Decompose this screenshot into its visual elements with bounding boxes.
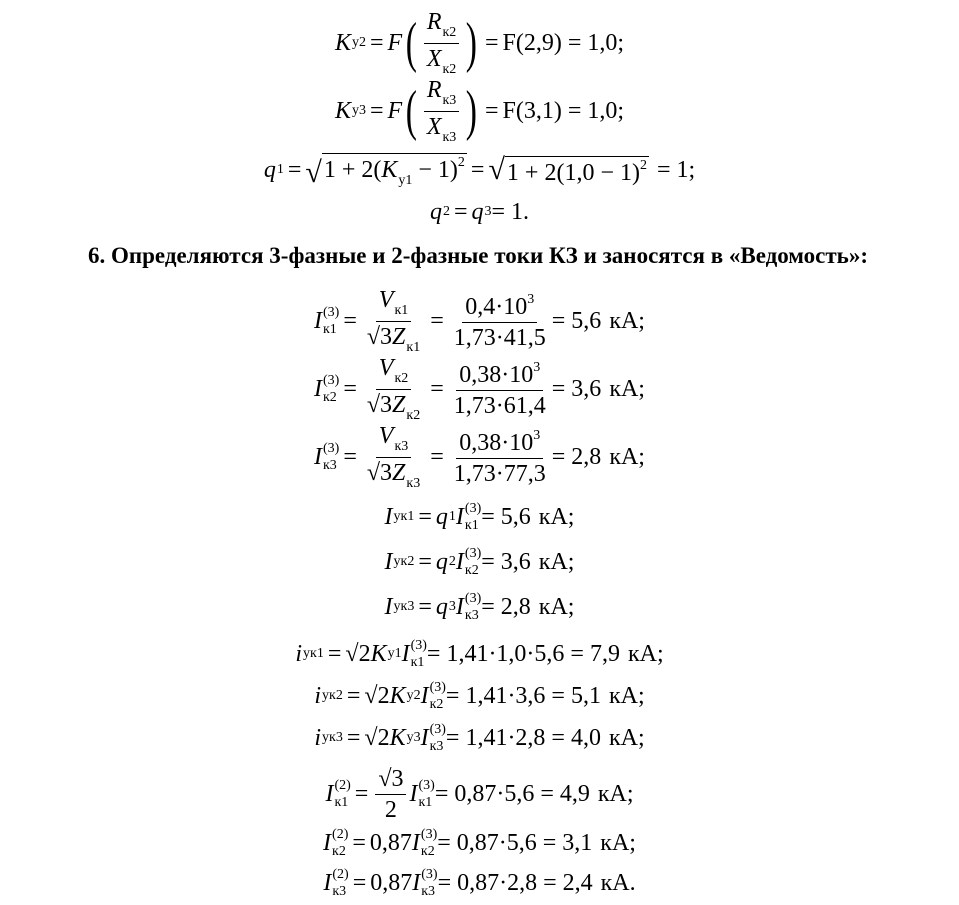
subscript: к3	[394, 438, 409, 454]
subscript: к1	[464, 517, 479, 533]
result: = 5,6	[481, 504, 531, 530]
result: = 0,87·2,8 = 2,4	[437, 870, 593, 896]
equation-ky2: K у2 = F ( $\frac{R_{к2}}{X_{к2}}$ ) = F(2,9) = 1,0;	[334, 8, 625, 77]
subscript: к3	[323, 457, 337, 473]
fraction	[451, 429, 549, 486]
subscript: к2	[442, 24, 457, 40]
equation-ik2-3: I (3) к2 = $\frac{V_{к2}}{√3Z_{к2}}$ = $\frac{0,38\cdot 10^3}{1,73\cdot 61,4}$ = 3,6 кА;	[314, 354, 645, 423]
superscript: (2)	[332, 826, 349, 842]
subscript: к1	[394, 302, 409, 318]
subscript: 3	[484, 204, 492, 219]
subscript: к1	[418, 794, 433, 810]
symbol: q	[429, 199, 442, 225]
equation-iyk2: I ук2 = q 2 I (3) к2 = 3,6 кА;	[384, 545, 575, 578]
unit: кА;	[609, 308, 645, 334]
equation-q23: q 2 = q 3 = 1.	[429, 199, 530, 225]
subscript: к3	[406, 475, 421, 491]
subscript: 1	[448, 509, 456, 524]
subscript: у3	[406, 730, 421, 745]
subscript: 2	[448, 554, 456, 569]
sqrt: √ $1 + 2(1,0 - 1)^2$	[488, 153, 647, 186]
numerator: 0,4·10	[465, 293, 528, 320]
denominator: 2	[384, 796, 397, 823]
subscript: к3	[442, 129, 457, 145]
equation-ik1-2: I (2) к1 = $\frac{√3}{2}$ I (3) к1 = 0,87·5,6 = 4,9 кА;	[325, 765, 634, 823]
subscript: к2	[420, 843, 435, 859]
denominator: 1,73·77,3	[453, 460, 546, 487]
result: = 1;	[656, 157, 696, 183]
superscript: (2)	[334, 777, 351, 793]
result: F(3,1) = 1,0;	[502, 98, 625, 124]
subscript: у1	[398, 172, 413, 188]
sqrt: √ $1 + 2(K_{у1} - 1)^2$	[305, 154, 465, 189]
subscript: к3	[421, 883, 436, 899]
denominator: 1,73·61,4	[453, 392, 546, 419]
superscript: (3)	[429, 679, 446, 695]
subscript: к3	[332, 883, 347, 899]
fraction: $\frac{V_{к3}}{√3Z_{к3}}$	[366, 422, 421, 491]
equation-ik2-2: I (2) к2 = 0,87 I (3) к2 = 0,87·5,6 = 3,1 кА;	[323, 826, 636, 859]
subscript: у2	[351, 35, 366, 50]
unit: кА;	[538, 504, 575, 530]
subscript: к1	[406, 339, 421, 355]
subscript: ук1	[393, 509, 415, 524]
subscript: 1	[276, 162, 284, 177]
subscript: к3	[442, 92, 457, 108]
subscript: к3	[464, 607, 479, 623]
result: = 1.	[491, 199, 530, 225]
subscript: к2	[406, 407, 421, 423]
equation-q1: q 1 = √ $1 + 2(K_{у1} - 1)^2$ = √ $1 + 2(1,0 - 1)^2$ = 1;	[263, 153, 696, 189]
denominator: 1,73·41,5	[453, 324, 546, 351]
coefficient: 0,87	[369, 830, 412, 856]
subscript: 3	[448, 599, 456, 614]
subscript: к1	[323, 321, 337, 337]
unit: кА.	[600, 870, 636, 896]
superscript: 3	[533, 359, 541, 375]
subscript: к3	[429, 738, 444, 754]
superscript: (3)	[410, 637, 427, 653]
result: = 3,6	[481, 549, 531, 575]
subscript: 2	[442, 204, 450, 219]
superscript: (3)	[464, 500, 482, 516]
numerator: 3	[391, 765, 404, 792]
coefficient: 0,87	[370, 870, 413, 896]
subscript: к2	[442, 61, 457, 77]
section-heading: 6. Определяются 3-фазные и 2-фазные токи КЗ и заносятся в «Ведомость»:	[88, 243, 869, 268]
superscript: 2	[457, 154, 465, 170]
subscript: ук1	[303, 646, 324, 661]
superscript: (3)	[421, 866, 438, 882]
fraction: $\frac{√3}{2}$	[375, 767, 406, 822]
superscript: 2	[639, 158, 647, 173]
numerator: 0,38·10	[459, 361, 534, 388]
subscript: к2	[394, 370, 409, 386]
superscript: (3)	[418, 777, 435, 793]
result: = 2,8	[481, 594, 531, 620]
subscript: ук3	[393, 599, 415, 614]
superscript: (2)	[332, 866, 349, 882]
superscript: 3	[527, 291, 535, 307]
unit: кА;	[609, 444, 645, 470]
result: = 1,41·1,0·5,6 = 7,9	[426, 641, 620, 667]
fraction: $\frac{V_{к2}}{√3Z_{к2}}$	[366, 354, 421, 423]
subscript: у2	[406, 688, 421, 703]
superscript: 3	[533, 427, 541, 443]
fraction: $\frac{V_{к1}}{√3Z_{к1}}$	[366, 286, 421, 355]
superscript: (3)	[464, 590, 482, 606]
superscript: (3)	[323, 372, 340, 388]
unit: кА;	[609, 376, 645, 402]
subscript: к2	[429, 696, 444, 712]
subscript: у1	[387, 646, 402, 661]
fraction	[451, 293, 549, 350]
unit: кА;	[627, 641, 664, 667]
subscript: к2	[323, 389, 337, 405]
result: = 0,87·5,6 = 3,1	[437, 830, 593, 856]
result: = 0,87·5,6 = 4,9	[434, 781, 590, 807]
superscript: (3)	[323, 440, 340, 456]
unit: кА;	[597, 781, 634, 807]
fraction: $\frac{R_{к3}}{X_{к3}}$	[424, 78, 459, 145]
subscript: ук3	[322, 730, 343, 745]
radicand: 1 + 2(1,0 − 1)	[506, 160, 640, 186]
unit: кА;	[608, 683, 645, 709]
fraction: $\frac{R_{к2}}{X_{к2}}$	[424, 10, 459, 77]
result: = 1,41·3,6 = 5,1	[445, 683, 601, 709]
equation-ky3: K у3 = F ( $\frac{R_{к3}}{X_{к3}}$ ) = F(3,1) = 1,0;	[334, 76, 625, 145]
subscript: к1	[334, 794, 349, 810]
result: = 1,41·2,8 = 4,0	[445, 725, 601, 751]
equation-iy1: i ук1 = √2 K у1 I (3) к1 = 1,41·1,0·5,6 = 7,9 кА;	[295, 637, 664, 670]
superscript: (3)	[429, 721, 446, 737]
equation-iyk1: I ук1 = q 1 I (3) к1 = 5,6 кА;	[384, 500, 575, 533]
subscript: ук2	[322, 688, 343, 703]
subscript: к1	[410, 654, 425, 670]
equation-ik3-2: I (2) к3 = 0,87 I (3) к3 = 0,87·2,8 = 2,4 кА.	[323, 866, 636, 899]
subscript: у3	[351, 103, 366, 118]
fraction	[451, 361, 549, 418]
superscript: (3)	[420, 826, 438, 842]
subscript: к2	[464, 562, 479, 578]
unit: кА;	[600, 830, 636, 856]
subscript: ук2	[393, 554, 415, 569]
result: = 3,6	[551, 376, 602, 402]
superscript: (3)	[323, 304, 340, 320]
unit: кА;	[538, 594, 575, 620]
unit: кА;	[608, 725, 645, 751]
equation-ik1-3: I (3) к1 = $\frac{V_{к1}}{√3Z_{к1}}$ = $\frac{0,4\cdot 10^3}{1,73\cdot 41,5}$ = 5,6 кА;	[314, 286, 645, 355]
equation-iy2: i ук2 = √2 K у2 I (3) к2 = 1,41·3,6 = 5,1 кА;	[314, 679, 645, 712]
equation-iy3: i ук3 = √2 K у3 I (3) к3 = 1,41·2,8 = 4,0 кА;	[314, 721, 645, 754]
numerator: 0,38·10	[459, 429, 534, 456]
subscript: к2	[332, 843, 346, 859]
result: F(2,9) = 1,0;	[502, 30, 625, 56]
unit: кА;	[538, 549, 575, 575]
result: = 2,8	[551, 444, 602, 470]
superscript: (3)	[464, 545, 482, 561]
equation-ik3-3: I (3) к3 = $\frac{V_{к3}}{√3Z_{к3}}$ = $\frac{0,38\cdot 10^3}{1,73\cdot 77,3}$ = 2,8 кА;	[314, 422, 645, 491]
equation-iyk3: I ук3 = q 3 I (3) к3 = 2,8 кА;	[384, 590, 575, 623]
result: = 5,6	[551, 308, 602, 334]
